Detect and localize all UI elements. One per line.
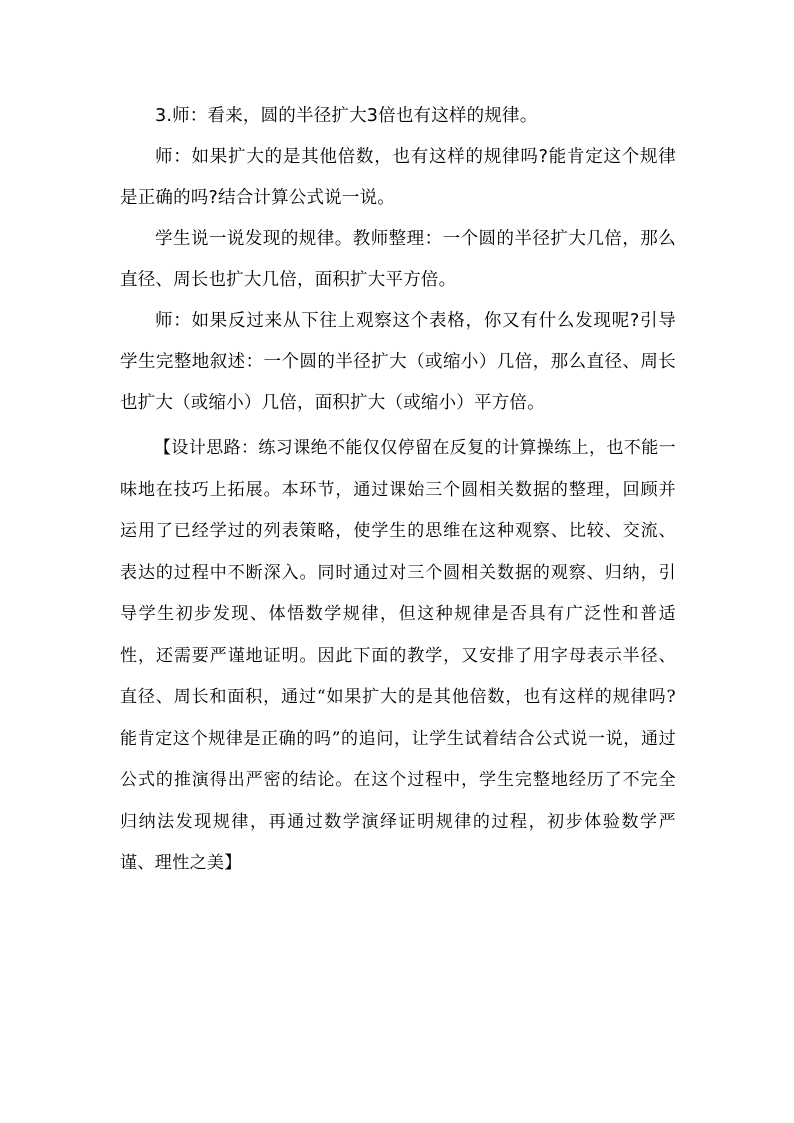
paragraph-reverse-observation: 师：如果反过来从下往上观察这个表格，你又有什么发现呢?引导学生完整地叙述：一个圆的半径扩大（或缩小）几倍，那么直径、周长也扩大（或缩小）几倍，面积扩大（或缩小）平方倍。	[120, 311, 676, 413]
paragraph-conclusion-3x: 3.师：看来，圆的半径扩大3倍也有这样的规律。	[155, 106, 538, 126]
paragraph-student-rule: 学生说一说发现的规律。教师整理：一个圆的半径扩大几倍，那么直径、周长也扩大几倍，面积扩大平方倍。	[120, 229, 676, 290]
design-note-paragraph: 【设计思路：练习课绝不能仅仅停留在反复的计算操练上，也不能一味地在技巧上拓展。本环节，通过课始三个圆相关数据的整理，回顾并运用了已经学过的列表策略，使学生的思维在这种观察、比较、交流、表达的过程中不断深入。同时通过对三个圆相关数据的观察、归纳，引导学生初步发现、体悟数学规律，但这种规律是否具有广泛性和普适性，还需要严谨地证明。因此下面的教学，又安排了用字母表示半径、直径、周长和面积，通过“如果扩大的是其他倍数，也有这样的规律吗?能肯定这个规律是正确的吗”的追问，让学生试着结合公式说一说，通过公式的推演得出严密的结论。在这个过程中，学生完整地经历了不完全归纳法发现规律，再通过数学演绎证明规律的过程，初步体验数学严谨、理性之美】	[120, 438, 676, 873]
document-body	[120, 96, 676, 885]
paragraph-teacher-question: 师：如果扩大的是其他倍数，也有这样的规律吗?能肯定这个规律是正确的吗?结合计算公式说一说。	[120, 147, 676, 208]
